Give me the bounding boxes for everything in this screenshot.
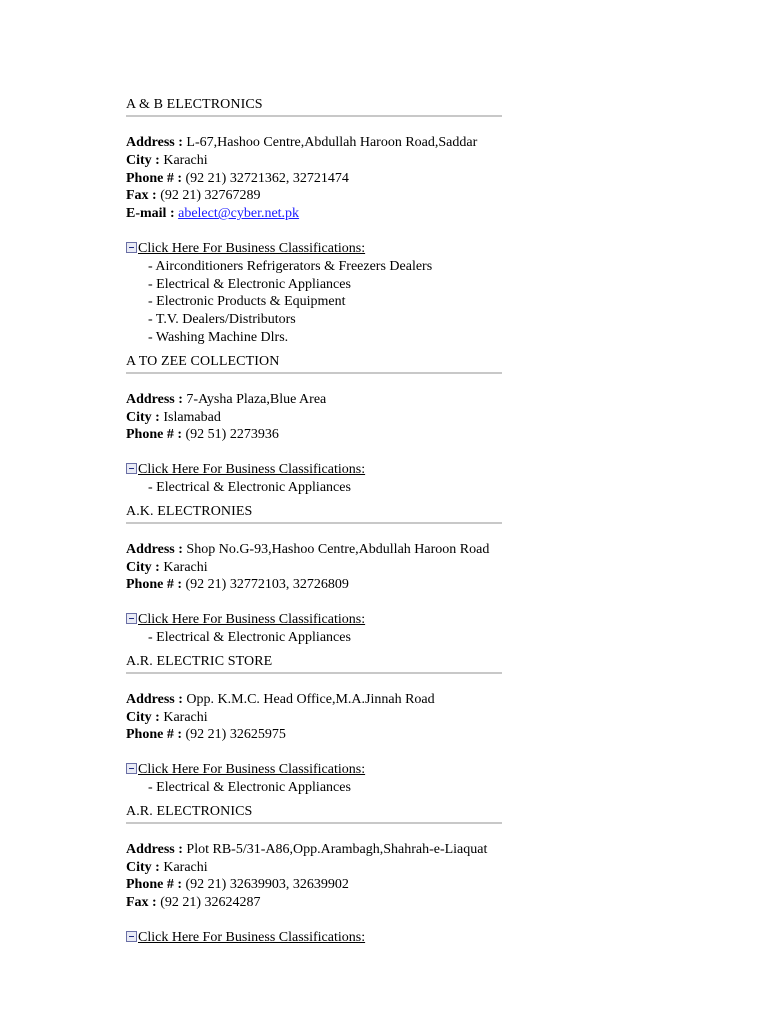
collapse-icon[interactable]	[126, 613, 137, 624]
city-label: City :	[126, 709, 160, 725]
city-label: City :	[126, 152, 160, 168]
fax-value: (92 21) 32624287	[160, 895, 261, 911]
fax-line	[126, 187, 546, 205]
category-item: - Electrical & Electronic Appliances	[148, 629, 351, 645]
classifications-toggle[interactable]	[126, 611, 546, 629]
company-name: A.R. ELECTRIC STORE	[126, 653, 502, 674]
address-line	[126, 541, 546, 559]
address-line	[126, 134, 546, 152]
listing-details	[126, 391, 546, 444]
address-label: Address :	[126, 691, 183, 707]
category-item: - Electrical & Electronic Appliances	[148, 479, 351, 495]
category-item: - T.V. Dealers/Distributors	[148, 312, 296, 328]
email-label: E-mail :	[126, 206, 175, 222]
phone-line	[126, 170, 546, 188]
email-line	[126, 205, 546, 223]
phone-label: Phone # :	[126, 727, 182, 743]
city-line	[126, 709, 546, 727]
phone-label: Phone # :	[126, 877, 182, 893]
classifications	[126, 929, 546, 947]
classifications-toggle[interactable]	[126, 461, 546, 479]
city-line	[126, 152, 546, 170]
email-link[interactable]: abelect@cyber.net.pk	[178, 206, 300, 222]
address-label: Address :	[126, 541, 183, 557]
listing	[126, 503, 546, 647]
city-line	[126, 859, 546, 877]
directory-page	[126, 96, 546, 947]
fax-label: Fax :	[126, 188, 157, 204]
classifications-link-label: Click Here For Business Classifications:	[138, 462, 366, 478]
address-line	[126, 391, 546, 409]
collapse-icon[interactable]	[126, 763, 137, 774]
phone-line	[126, 426, 546, 444]
city-label: City :	[126, 559, 160, 575]
classifications-link-label: Click Here For Business Classifications:	[138, 240, 366, 256]
city-value: Karachi	[163, 152, 208, 168]
listing-details	[126, 691, 546, 744]
phone-value: (92 21) 32772103, 32726809	[185, 577, 349, 593]
fax-label: Fax :	[126, 895, 157, 911]
listing-details	[126, 841, 546, 912]
address-value: 7-Aysha Plaza,Blue Area	[186, 391, 327, 407]
address-line	[126, 691, 546, 709]
address-label: Address :	[126, 391, 183, 407]
listing	[126, 803, 546, 947]
phone-line	[126, 876, 546, 894]
address-value: Opp. K.M.C. Head Office,M.A.Jinnah Road	[186, 691, 435, 707]
city-value: Karachi	[163, 559, 208, 575]
company-name: A.R. ELECTRONICS	[126, 803, 502, 824]
listing-details	[126, 134, 546, 223]
city-label: City :	[126, 859, 160, 875]
city-value: Karachi	[163, 859, 208, 875]
category-item: - Airconditioners Refrigerators & Freezers Dealers	[148, 258, 433, 274]
phone-value: (92 21) 32639903, 32639902	[185, 877, 349, 893]
company-name: A & B ELECTRONICS	[126, 96, 502, 117]
address-label: Address :	[126, 135, 183, 150]
address-value: Plot RB-5/31-A86,Opp.Arambagh,Shahrah-e-Liaquat	[186, 841, 488, 857]
phone-line	[126, 726, 546, 744]
address-label: Address :	[126, 841, 183, 857]
fax-line	[126, 894, 546, 912]
collapse-icon[interactable]	[126, 463, 137, 474]
category-item: - Electrical & Electronic Appliances	[148, 779, 351, 795]
company-name: A TO ZEE COLLECTION	[126, 353, 502, 374]
classifications-link-label: Click Here For Business Classifications:	[138, 612, 366, 628]
classifications-toggle[interactable]	[126, 761, 546, 779]
listing	[126, 353, 546, 497]
city-line	[126, 409, 546, 427]
phone-value: (92 21) 32721362, 32721474	[185, 170, 349, 186]
classifications	[126, 461, 546, 497]
classifications	[126, 761, 546, 797]
address-line	[126, 841, 546, 859]
phone-value: (92 51) 2273936	[185, 427, 279, 443]
classifications	[126, 611, 546, 647]
city-value: Islamabad	[163, 409, 221, 425]
listing	[126, 96, 546, 347]
category-list	[126, 779, 546, 797]
fax-value: (92 21) 32767289	[160, 188, 261, 204]
classifications	[126, 240, 546, 347]
address-value: L-67,Hashoo Centre,Abdullah Haroon Road,Saddar	[186, 135, 478, 150]
phone-line	[126, 576, 546, 594]
classifications-toggle[interactable]	[126, 240, 546, 258]
listing-details	[126, 541, 546, 594]
classifications-link-label: Click Here For Business Classifications:	[138, 929, 366, 945]
classifications-toggle[interactable]	[126, 929, 546, 947]
company-name: A.K. ELECTRONIES	[126, 503, 502, 524]
phone-label: Phone # :	[126, 170, 182, 186]
category-list	[126, 258, 546, 347]
city-label: City :	[126, 409, 160, 425]
category-list	[126, 629, 546, 647]
collapse-icon[interactable]	[126, 931, 137, 942]
collapse-icon[interactable]	[126, 242, 137, 253]
city-line	[126, 559, 546, 577]
category-item: - Electronic Products & Equipment	[148, 294, 346, 310]
classifications-link-label: Click Here For Business Classifications:	[138, 762, 366, 778]
category-item: - Washing Machine Dlrs.	[148, 329, 289, 345]
category-item: - Electrical & Electronic Appliances	[148, 276, 351, 292]
listing	[126, 653, 546, 797]
city-value: Karachi	[163, 709, 208, 725]
phone-label: Phone # :	[126, 577, 182, 593]
phone-value: (92 21) 32625975	[185, 727, 286, 743]
address-value: Shop No.G-93,Hashoo Centre,Abdullah Haroon Road	[186, 541, 490, 557]
phone-label: Phone # :	[126, 427, 182, 443]
category-list	[126, 479, 546, 497]
